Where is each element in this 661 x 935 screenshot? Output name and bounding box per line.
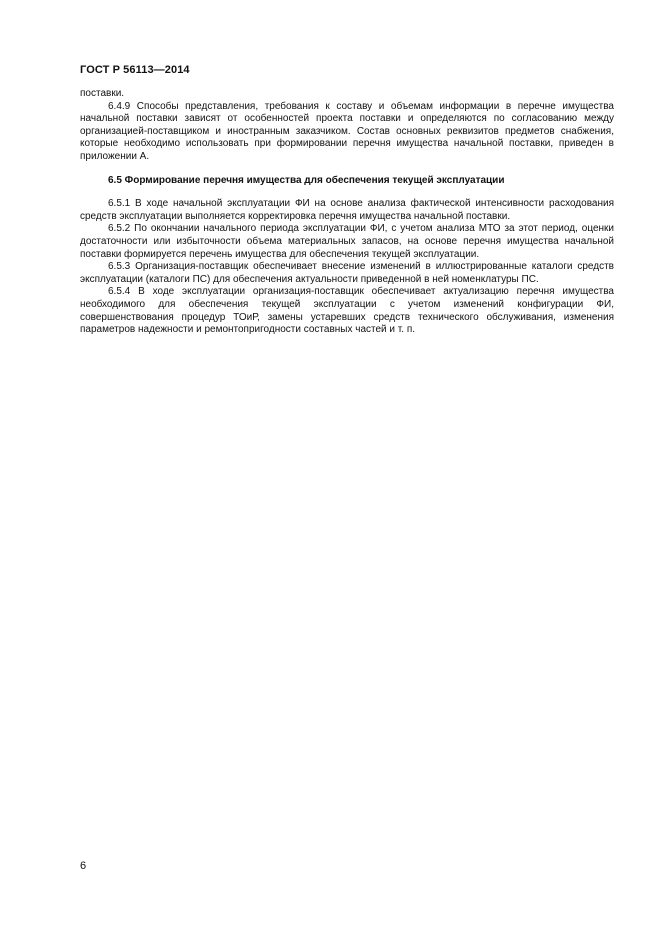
document-code-header: ГОСТ Р 56113—2014 (80, 64, 190, 76)
section-heading-6-5: 6.5 Формирование перечня имущества для обеспечения текущей эксплуатации (108, 174, 505, 186)
document-body (80, 88, 614, 337)
clause-6-5-4: 6.5.4 В ходе эксплуатации организация-поставщик обеспечивает актуализацию перечня имущества необходимого для обеспечения текущей эксплуатации с учетом изменений конфигурации ФИ, совершенствования процедур ТОиР, замены устаревших средств технического обслуживания, изменения параметров надежности и ремонтопригодности составных частей и т. п. (80, 286, 614, 336)
clause-6-4-9: 6.4.9 Способы представления, требования к составу и объемам информации в перечне имущества начальной поставки зависят от особенностей проекта поставки и определяются по согласованию между организацией-поставщиком и иностранным заказчиком. Состав основных реквизитов предметов снабжения, которые необходимо использовать при формировании перечня имущества начальной поставки, приведен в приложении А. (80, 100, 614, 162)
page-number: 6 (80, 860, 87, 872)
clause-6-5-3: 6.5.3 Организация-поставщик обеспечивает внесение изменений в иллюстрированные каталоги средств эксплуатации (каталоги ПС) для обеспечения актуальности приведенной в ней номенклатуры ПС. (80, 261, 614, 285)
continuation-text: поставки. (80, 88, 125, 99)
clause-6-5-2: 6.5.2 По окончании начального периода эксплуатации ФИ, с учетом анализа МТО за этот период, оценки достаточности или избыточности объема материальных запасов, на основе перечня имущества начальной поставки формируется перечень имущества для обеспечения текущей эксплуатации. (80, 223, 614, 260)
clause-6-5-1: 6.5.1 В ходе начальной эксплуатации ФИ на основе анализа фактической интенсивности расходования средств эксплуатации выполняется корректировка перечня имущества начальной поставки. (80, 198, 614, 222)
